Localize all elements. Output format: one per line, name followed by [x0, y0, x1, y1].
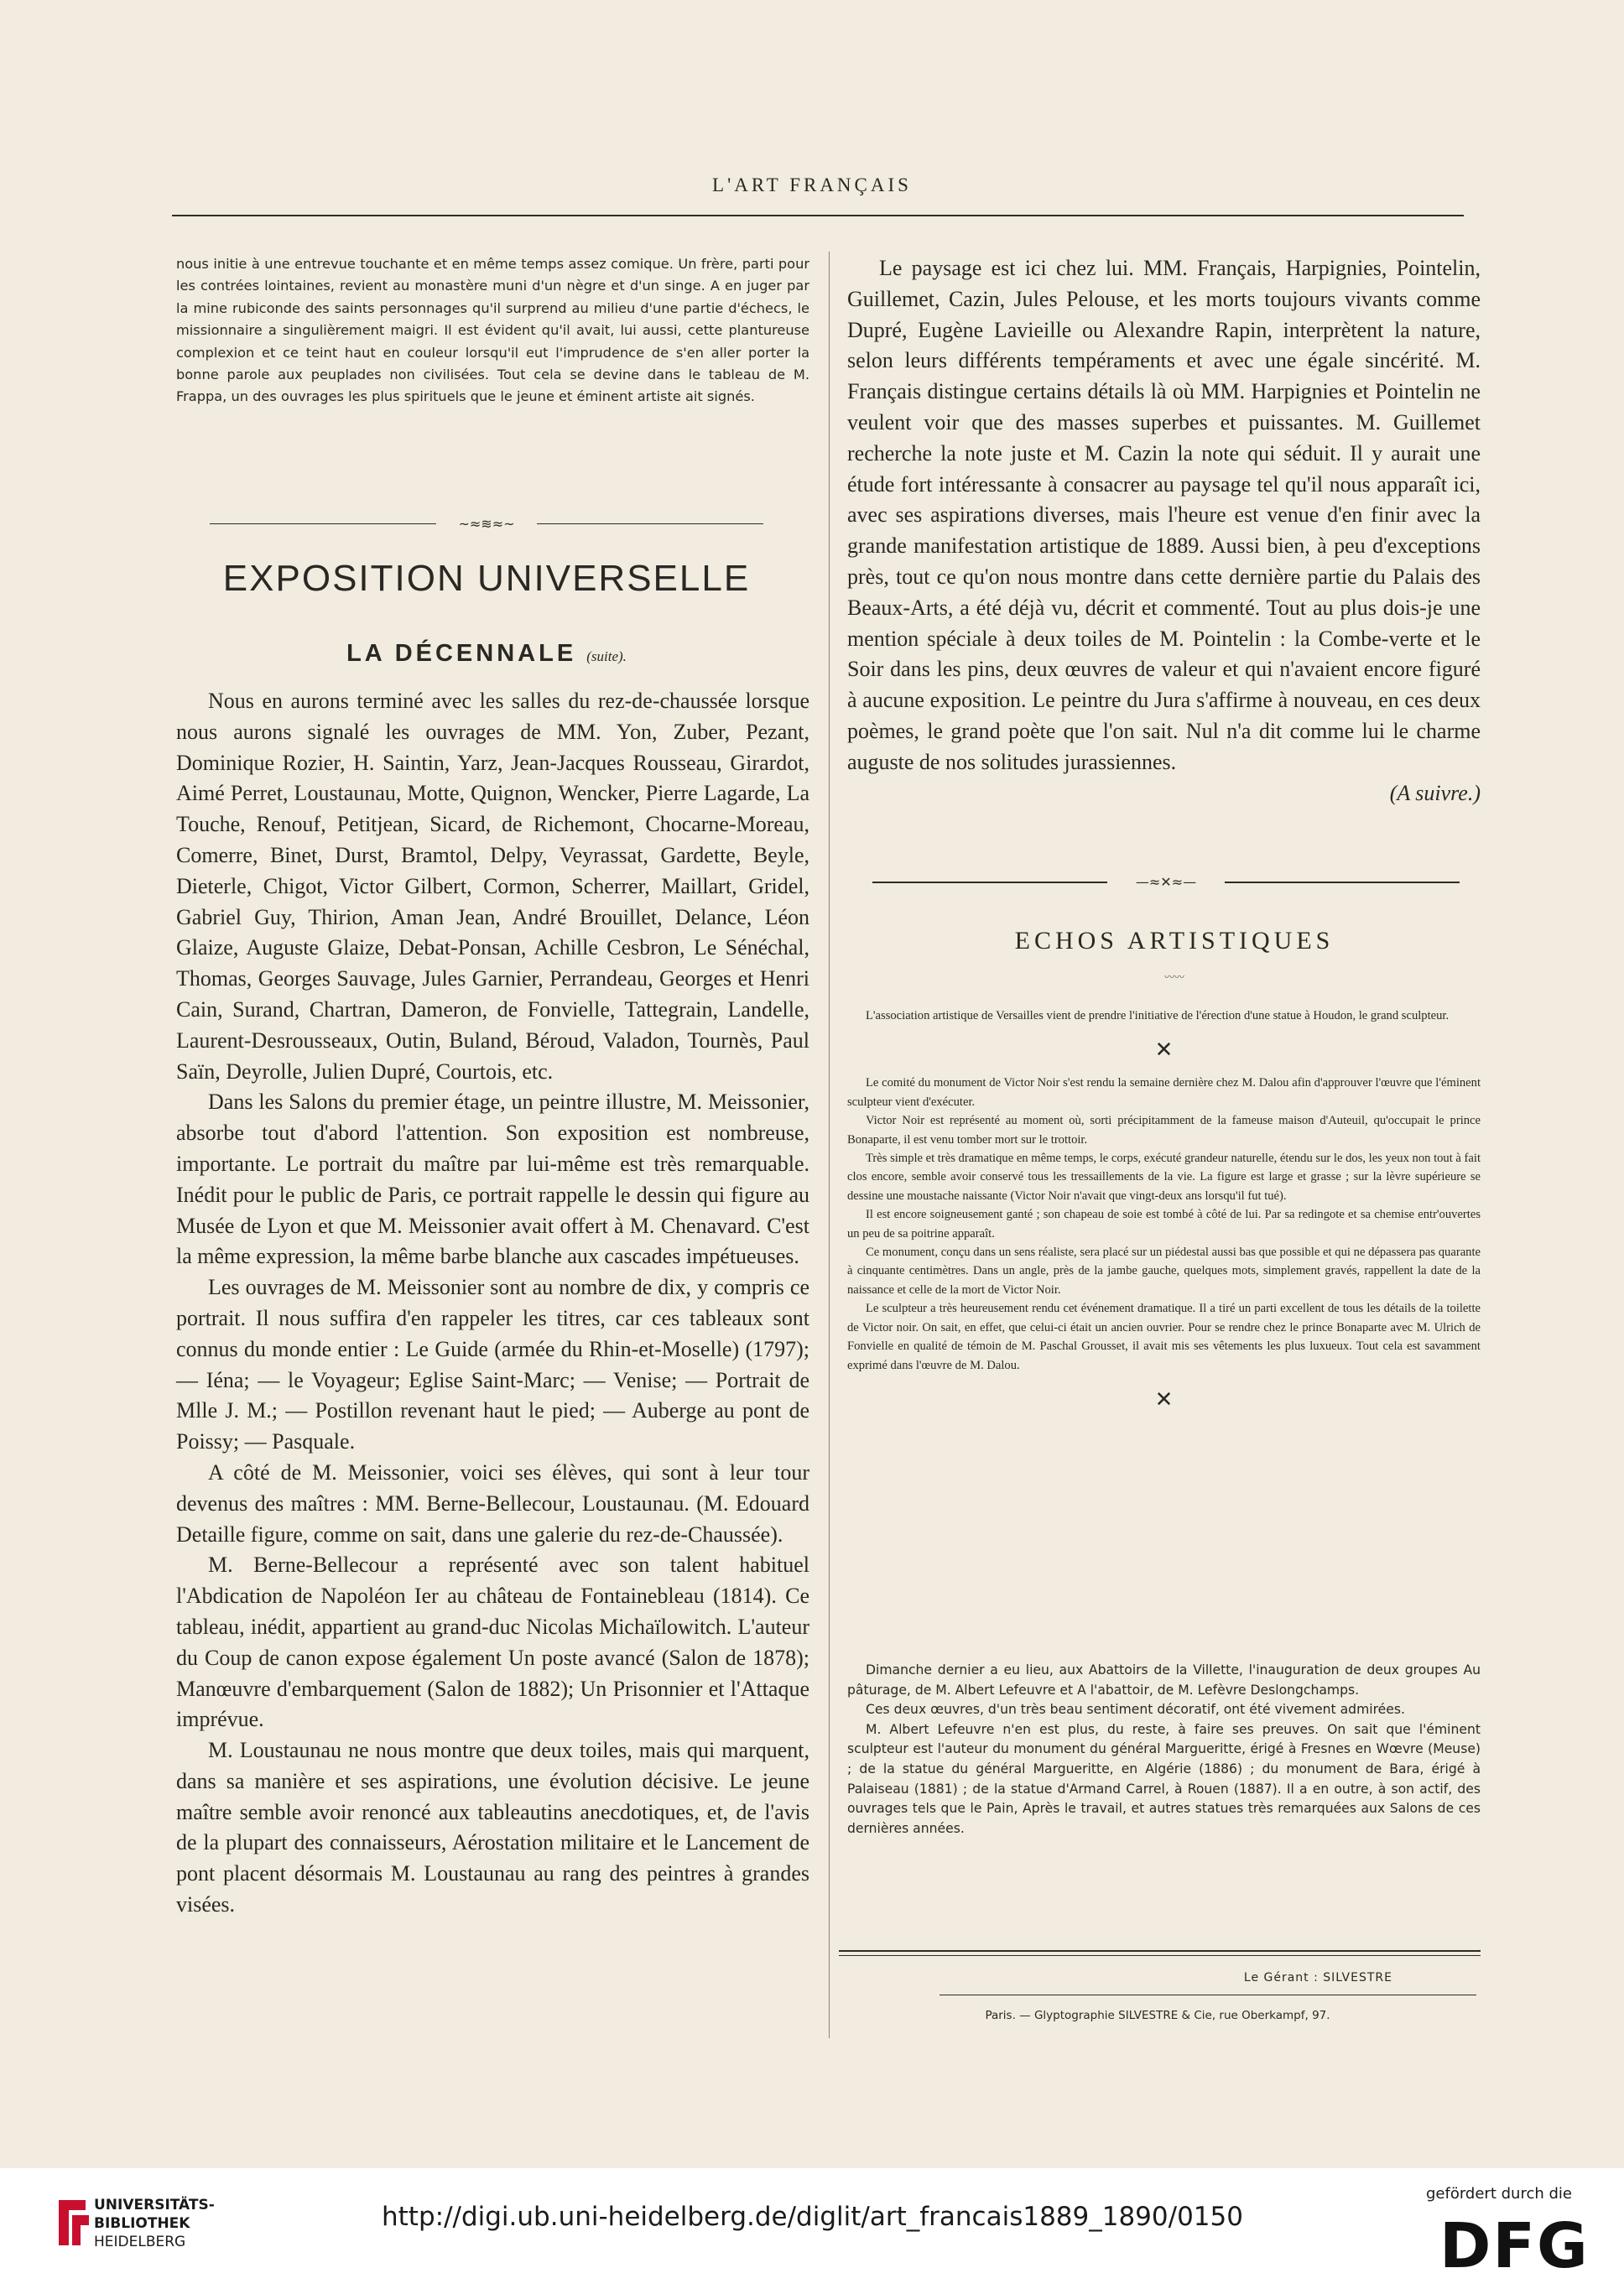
colophon-rule: [839, 1955, 1481, 1956]
echos-flourish: 〰〰: [1163, 971, 1184, 983]
header-rule: [172, 215, 1464, 216]
dfg-logo: DFG: [1439, 2210, 1590, 2282]
library-line: UNIVERSITÄTS-: [94, 2197, 215, 2213]
echos-column: [847, 1007, 1481, 1423]
echos-item: Victor Noir est représenté au moment où, sorti précipitamment de la fameuse maison d'Auteuil, qu'occupait le prince Bonaparte, il est venu tomber mort sur le trottoir.: [847, 1114, 1481, 1147]
column-divider: [829, 252, 830, 2038]
article-paragraph: Le paysage est ici chez lui. MM. Français, Harpignies, Pointelin, Guillemet, Cazin, Jules Pelouse, et les morts toujours vivants comme Dupré, Eugène Lavieille ou Alexandre Rapin, interprètent la nature, selon leurs différents tempéraments et avec une égale sincérité. M. Français distingue certains détails là où MM. Harpignies et Pointelin ne veulent voir que des masses superbes et puissantes. M. Guillemet recherche la note juste et M. Cazin la note qui séduit. Il y aurait une étude fort intéressante à consacrer au paysage tel qu'il nous apparaît ici, avec ses aspirations diverses, mais l'heure est venue d'en finir avec la grande manifestation artistique de 1889. Aussi bien, à peu d'exceptions près, tout ce qu'on nous montre dans cette dernière partie du Palais des Beaux-Arts, a été déjà vu, décrit et commenté. Tout au plus dois-je une mention spéciale à deux toiles de M. Pointelin : la Combe-verte et le Soir dans les pins, deux œuvres de valeur et qui n'avaient encore figuré à aucune exposition. Le peintre du Jura s'affirme à nouveau, en ces deux poèmes, le grand poète que l'on sait. Nul n'a dit comme lui le charme auguste de nos solitudes jurassiennes.: [847, 256, 1481, 774]
university-library-logo-icon: [52, 2193, 94, 2252]
echos-item: Il est encore soigneusement ganté ; son chapeau de soie est tombé à côté de lui. Par sa redingote et sa chemise entr'ouvertes un peu de sa poitrine apparaît.: [847, 1208, 1481, 1241]
article-paragraph: Les ouvrages de M. Meissonier sont au nombre de dix, y compris ce portrait. Il nous suffira d'en rappeler les titres, car ces tableaux sont connus du monde entier : Le Guide (armée du Rhin-et-Moselle) (1797); — Iéna; — le Voyageur; Eglise Saint-Marc; — Venise; — Portrait de Mlle J. M.; — Postillon revenant haut le pied; — Auberge au pont de Poissy; — Pasquale.: [176, 1275, 809, 1454]
funding-label: gefördert durch die: [1426, 2185, 1572, 2203]
permalink[interactable]: http://digi.ub.uni-heidelberg.de/diglit/art_francais1889_1890/0150: [382, 2202, 1243, 2232]
digitization-footer: [0, 2168, 1624, 2294]
item-separator: ✕: [1154, 1038, 1174, 1064]
scanned-page: L'ART FRANÇAIS nous initie à une entrevue touchante et en même temps assez comique. Un frère, parti pour les contrées lointaines, revient au monastère muni d'un nègre et d'un singe. A en juger par la mine rubiconde des saints personnages qu'il surprend au milieu d'une partie d'échecs, le missionnaire a singulièrement maigri. Il est évident qu'il avait, lui aussi, cette plantureuse complexion et ce teint haut en couleur lorsqu'il eut l'imprudence de s'en aller porter la bonne parole aux peuplades non civilisées. Tout cela se devine dans le tableau de M. Frappa, un des ouvrages les plus spirituels que le jeune et éminent artiste ait signés. ~≈≋≈~ EXPOSITION UNIVERSELLE LA DÉCENNALE (suite). Nous en aurons terminé avec les salles du rez-de-chaussée lorsque nous aurons signalé les ouvrages de MM. Yon, Zuber, Pezant, Dominique Rozier, H. Saintin, Yarz, Jean-Jacques Rousseau, Girardot, Aimé Perret, Loustaunau, Motte, Quignon, Wencker, Pierre Lagarde, La Touche, Renouf, Petitjean, Sicard, de Richemont, Chocarne-Moreau, Comerre, Binet, Durst, Bramtol, Delpy, Veyrassat, Gardette, Beyle, Dieterle, Chigot, Victor Gilbert, Cormon, Scherrer, Maillart, Gridel, Gabriel Guy, Thirion, Aman Jean, André Brouillet, Delance, Léon Glaize, Auguste Glaize, Debat-Ponsan, Achille Cesbron, Le Sénéchal, Thomas, Georges Sauvage, Jules Garnier, Perrandeau, Georges et Henri Cain, Surand, Chartran, Dameron, de Fonvielle, Tattegrain, Landelle, Laurent-Desrousseaux, Outin, Buland, Béroud, Valadon, Tournès, Paul Saïn, Deyrolle, Julien Dupré, Courtois, etc. Dans les Salons du premier étage, un peintre illustre, M. Meissonier, absorbe tout d'abord l'attention. Son exposition est nombreuse, importante. Le portrait du maître par lui-même est très remarquable. Inédit pour le public de Paris, ce portrait rappelle le dessin qui figure au Musée de Lyon et que M. Meissonier avait offert à M. Chenavard. C'est la même expression, la même barbe blanche aux cascades impétueuses. Les ouvrages de M. Meissonier sont au nombre de dix, y compris ce portrait. Il nous suffira d'en rappeler les titres, car ces tableaux sont connus du monde entier : Le Guide (armée du Rhin-et-Moselle) (1797); — Iéna; — le Voyageur; Eglise Saint-Marc; — Venise; — Portrait de Mlle J. M.; — Postillon revenant haut le pied; — Auberge au pont de Poissy; — Pasquale. A côté de M. Meissonier, voici ses élèves, qui sont à leur tour devenus des maîtres : MM. Berne-Bellecour, Loustaunau. (M. Edouard Detaille figure, comme on sait, dans une galerie du rez-de-Chaussée). M. Berne-Bellecour a représenté avec son talent habituel l'Abdication de Napoléon Ier au château de Fontainebleau (1814). Ce tableau, inédit, appartient au grand-duc Nicolas Michaïlowitch. L'auteur du Coup de canon expose également Un poste avancé (Salon de 1878); Manœuvre d'embarquement (Salon de 1882); Un Prisonnier et l'Attaque imprévue. M. Loustaunau ne nous montre que deux toiles, mais qui marquent, dans sa manière et ses aspirations, une évolution décisive. Le jeune maître semble avoir renoncé aux tableautins anecdotiques, et, de l'avis de la plupart des connaisseurs, Aérostation militaire et le Lancement de pont placent désormais M. Loustaunau au rang des peintres à grandes visées. Le paysage est ici chez lui. MM. Français, Harpignies, Pointelin, Guillemet, Cazin, Jules Pelouse, et les morts toujours vivants comme Dupré, Eugène Lavieille ou Alexandre Rapin, interprètent la nature, selon leurs différents tempéraments et avec une égale sincérité. M. Français distingue certains détails là où MM. Harpignies et Pointelin ne veulent voir que des masses superbes et puissantes. M. Guillemet recherche la note juste et M. Cazin la note qui séduit. Il y aurait une étude fort intéressante à consacrer au paysage tel qu'il nous apparaît ici, avec ses aspirations diverses, mais l'heure est venue d'en finir avec la grande manifestation artistique de 1889. Aussi bien, à peu d'exceptions près, tout ce qu'on nous montre dans cette dernière partie du Palais des Beaux-Arts, a été déjà vu, décrit et commenté. Tout au plus dois-je une mention spéciale à deux toiles de M. Pointelin : la Combe-verte et le Soir dans les pins, deux œuvres de valeur et qui n'avaient encore figuré à aucune exposition. Le peintre du Jura s'affirme à nouveau, en ces deux poèmes, le grand poète que l'on sait. Nul n'a dit comme lui le charme auguste de nos solitudes jurassiennes. (A suivre.) —≈✕≈— ECHOS ARTISTIQUES 〰〰 L'association artistique de Versailles vient de prendre l'initiative de l'érection d'une statue à Houdon, le grand sculpteur. ✕ Le comité du monument de Victor Noir s'est rendu la semaine dernière chez M. Dalou afin d'approuver l'œuvre que l'éminent sculpteur vient d'exécuter. Victor Noir est représenté au moment où, sorti précipitamment de la fameuse maison d'Auteuil, qu'occupait le prince Bonaparte, il est venu tomber mort sur le trottoir. Très simple et très dramatique en même temps, le corps, exécuté grandeur naturelle, étendu sur le dos, les yeux non tout à fait clos encore, semble avoir conservé tous les tressaillements de la vie. La figure est large et grasse ; sur la lèvre supérieure se dessine une moustache naissante (Victor Noir n'avait que vingt-deux ans lorsqu'il fut tué). Il est encore soigneusement ganté ; son chapeau de soie est tombé à côté de lui. Par sa redingote et sa chemise entr'ouvertes un peu de sa poitrine apparaît. Ce monument, conçu dans un sens réaliste, sera placé sur un piédestal aussi bas que possible et qui ne dépassera pas quarante à cinquante centimètres. Dans un angle, près de la jambe gauche, quelques mots, simplement gravés, rappellent la date de la naissance et celle de la mort de Victor Noir. Le sculpteur a très heureusement rendu cet événement dramatique. Il a tiré un parti excellent de tous les détails de la toilette de Victor noir. On sait, en effet, que celui-ci était un ancien ouvrier. Pour se rendre chez le prince Bonaparte avec M. Ulrich de Fonvielle en qualité de témoin de M. Paschal Grousset, il avait mis ses vêtements les plus luxueux. Tout cela est savamment exprimé dans l'œuvre de M. Dalou. ✕ Dimanche dernier a eu lieu, aux Abattoirs de la Villette, l'inauguration de deux groupes Au pâturage, de M. Albert Lefeuvre et A l'abattoir, de M. Lefèvre Deslongchamps. Ces deux œuvres, d'un très beau sentiment décoratif, ont été vivement admirées. M. Albert Lefeuvre n'en est plus, du reste, à faire ses preuves. On sait que l'éminent sculpteur est l'auteur du monument du général Margueritte, érigé à Fresnes en Wœvre (Meuse) ; de la statue du général Margueritte, en Algérie (1886) ; du monument de Bara, érigé à Palaiseau (1881) ; de la statue d'Armand Carrel, à Rouen (1887). Il a en outre, à son actif, des ouvrages tels que le Pain, Après le travail, et autres statues très remarquées aux Salons de ces dernières années. Le Gérant : SILVESTRE Paris. — Glyptographie SILVESTRE & Cie, rue Oberkampf, 97.: [0, 0, 1624, 2168]
article-paragraph: Dans les Salons du premier étage, un peintre illustre, M. Meissonier, absorbe tout d'abord l'attention. Son exposition est nombreuse, importante. Le portrait du maître par lui-même est très remarquable. Inédit pour le public de Paris, ce portrait rappelle le dessin qui figure au Musée de Lyon et que M. Meissonier avait offert à M. Chenavard. C'est la même expression, la même barbe blanche aux cascades impétueuses.: [176, 1090, 809, 1269]
article-paragraph: M. Berne-Bellecour a représenté avec son talent habituel l'Abdication de Napoléon Ier au château de Fontainebleau (1814). Ce tableau, inédit, appartient au grand-duc Nicolas Michaïlowitch. L'auteur du Coup de canon expose également Un poste avancé (Salon de 1878); Manœuvre d'embarquement (Salon de 1882); Un Prisonnier et l'Attaque imprévue.: [176, 1553, 809, 1732]
article-paragraph: Nous en aurons terminé avec les salles du rez-de-chaussée lorsque nous aurons signalé les ouvrages de MM. Yon, Zuber, Pezant, Dominique Rozier, H. Saintin, Yarz, Jean-Jacques Rousseau, Girardot, Aimé Perret, Loustaunau, Motte, Quignon, Wencker, Pierre Lagarde, La Touche, Renouf, Petitjean, Sicard, de Richemont, Chocarne-Moreau, Comerre, Binet, Durst, Bramtol, Delpy, Veyrassat, Gardette, Beyle, Dieterle, Chigot, Victor Gilbert, Cormon, Scherrer, Maillart, Gridel, Gabriel Guy, Thirion, Aman Jean, André Brouillet, Delance, Léon Glaize, Auguste Glaize, Debat-Ponsan, Achille Cesbron, Le Sénéchal, Thomas, Georges Sauvage, Jules Garnier, Perrandeau, Georges et Henri Cain, Surand, Chartran, Dameron, de Fonvielle, Tattegrain, Landelle, Laurent-Desrousseaux, Outin, Buland, Béroud, Valadon, Tournès, Paul Saïn, Deyrolle, Julien Dupré, Courtois, etc.: [176, 689, 809, 1084]
echos-item: M. Albert Lefeuvre n'en est plus, du reste, à faire ses preuves. On sait que l'éminent sculpteur est l'auteur du monument du général Margueritte, érigé à Fresnes en Wœvre (Meuse) ; de la statue du général Margueritte, en Algérie (1886) ; du monument de Bara, érigé à Palaiseau (1881) ; de la statue d'Armand Carrel, à Rouen (1887). Il a en outre, à son actif, des ouvrages tels que le Pain, Après le travail, et autres statues très remarquées aux Salons de ces dernières années.: [847, 1721, 1481, 1836]
echos-item: Très simple et très dramatique en même temps, le corps, exécuté grandeur naturelle, étendu sur le dos, les yeux non tout à fait clos encore, semble avoir conservé tous les tressaillements de la vie. La figure est large et grasse ; sur la lèvre supérieure se dessine une moustache naissante (Victor Noir n'avait que vingt-deux ans lorsqu'il fut tué).: [847, 1152, 1481, 1203]
article-subtitle: [193, 640, 780, 668]
echos-item: Le comité du monument de Victor Noir s'est rendu la semaine dernière chez M. Dalou afin d'approuver l'œuvre que l'éminent sculpteur vient d'exécuter.: [847, 1076, 1481, 1109]
article-paragraph: A côté de M. Meissonier, voici ses élèves, qui sont à leur tour devenus des maîtres : MM. Berne-Bellecour, Loustaunau. (M. Edouard Detaille figure, comme on sait, dans une galerie du rez-de-Chaussée).: [176, 1459, 809, 1547]
library-line: HEIDELBERG: [94, 2234, 186, 2250]
article-title: EXPOSITION UNIVERSELLE: [222, 558, 751, 599]
echos-item: Dimanche dernier a eu lieu, aux Abattoirs de la Villette, l'inauguration de deux groupes Au pâturage, de M. Albert Lefeuvre et A l'abattoir, de M. Lefèvre Deslongchamps.: [847, 1662, 1481, 1698]
to-be-continued: (A suivre.): [1389, 780, 1481, 805]
echos-column-lower: [847, 1661, 1481, 1839]
subtitle-text: LA DÉCENNALE: [346, 640, 577, 667]
colophon-rule: [839, 1950, 1481, 1952]
article-body-left: [176, 686, 809, 1921]
echos-item: Ce monument, conçu dans un sens réaliste, sera placé sur un piédestal aussi bas que possible et qui ne dépassera pas quarante à cinquante centimètres. Dans un angle, près de la jambe gauche, quelques mots, simplement gravés, rappellent la date de la naissance et celle de la mort de Victor Noir.: [847, 1246, 1481, 1297]
article-paragraph: M. Loustaunau ne nous montre que deux toiles, mais qui marquent, dans sa manière et ses aspirations, une évolution décisive. Le jeune maître semble avoir renoncé aux tableautins anecdotiques, et, de l'avis de la plupart des connaisseurs, Aérostation militaire et le Lancement de pont placent désormais M. Loustaunau au rang des peintres à grandes visées.: [176, 1738, 809, 1917]
echos-item: Le sculpteur a très heureusement rendu cet événement dramatique. Il a tiré un parti excellent de tous les détails de la toilette de Victor noir. On sait, en effet, que celui-ci était un ancien ouvrier. Pour se rendre chez le prince Bonaparte avec M. Ulrich de Fonvielle en qualité de témoin de M. Paschal Grousset, il avait mis ses vêtements les plus luxueux. Tout cela est savamment exprimé dans l'œuvre de M. Dalou.: [847, 1302, 1481, 1372]
article-body-right: [847, 253, 1481, 809]
echos-title: ECHOS ARTISTIQUES: [1014, 927, 1335, 955]
library-name: [94, 2196, 215, 2251]
manager-line: Le Gérant : SILVESTRE: [1243, 1971, 1392, 1984]
printer-imprint: Paris. — Glyptographie SILVESTRE & Cie, rue Oberkampf, 97.: [985, 2009, 1330, 2022]
library-line: BIBLIOTHEK: [94, 2215, 190, 2232]
echos-item: L'association artistique de Versailles vient de prendre l'initiative de l'érection d'une statue à Houdon, le grand sculpteur.: [866, 1009, 1450, 1022]
intro-paragraph: nous initie à une entrevue touchante et en même temps assez comique. Un frère, parti pour les contrées lointaines, revient au monastère muni d'un nègre et d'un singe. A en juger par la mine rubiconde des saints personnages qu'il surprend au milieu d'une partie d'échecs, le missionnaire a singulièrement maigri. Il est évident qu'il avait, lui aussi, cette plantureuse complexion et ce teint haut en couleur lorsqu'il eut l'imprudence de s'en aller porter la bonne parole aux peuplades non civilisées. Tout cela se devine dans le tableau de M. Frappa, un des ouvrages les plus spirituels que le jeune et éminent artiste ait signés.: [176, 256, 809, 405]
subtitle-note: (suite).: [586, 648, 627, 664]
echos-item: Ces deux œuvres, d'un très beau sentiment décoratif, ont été vivement admirées.: [866, 1702, 1405, 1718]
running-title: L'ART FRANÇAIS: [712, 174, 912, 195]
item-separator: ✕: [1154, 1386, 1174, 1412]
